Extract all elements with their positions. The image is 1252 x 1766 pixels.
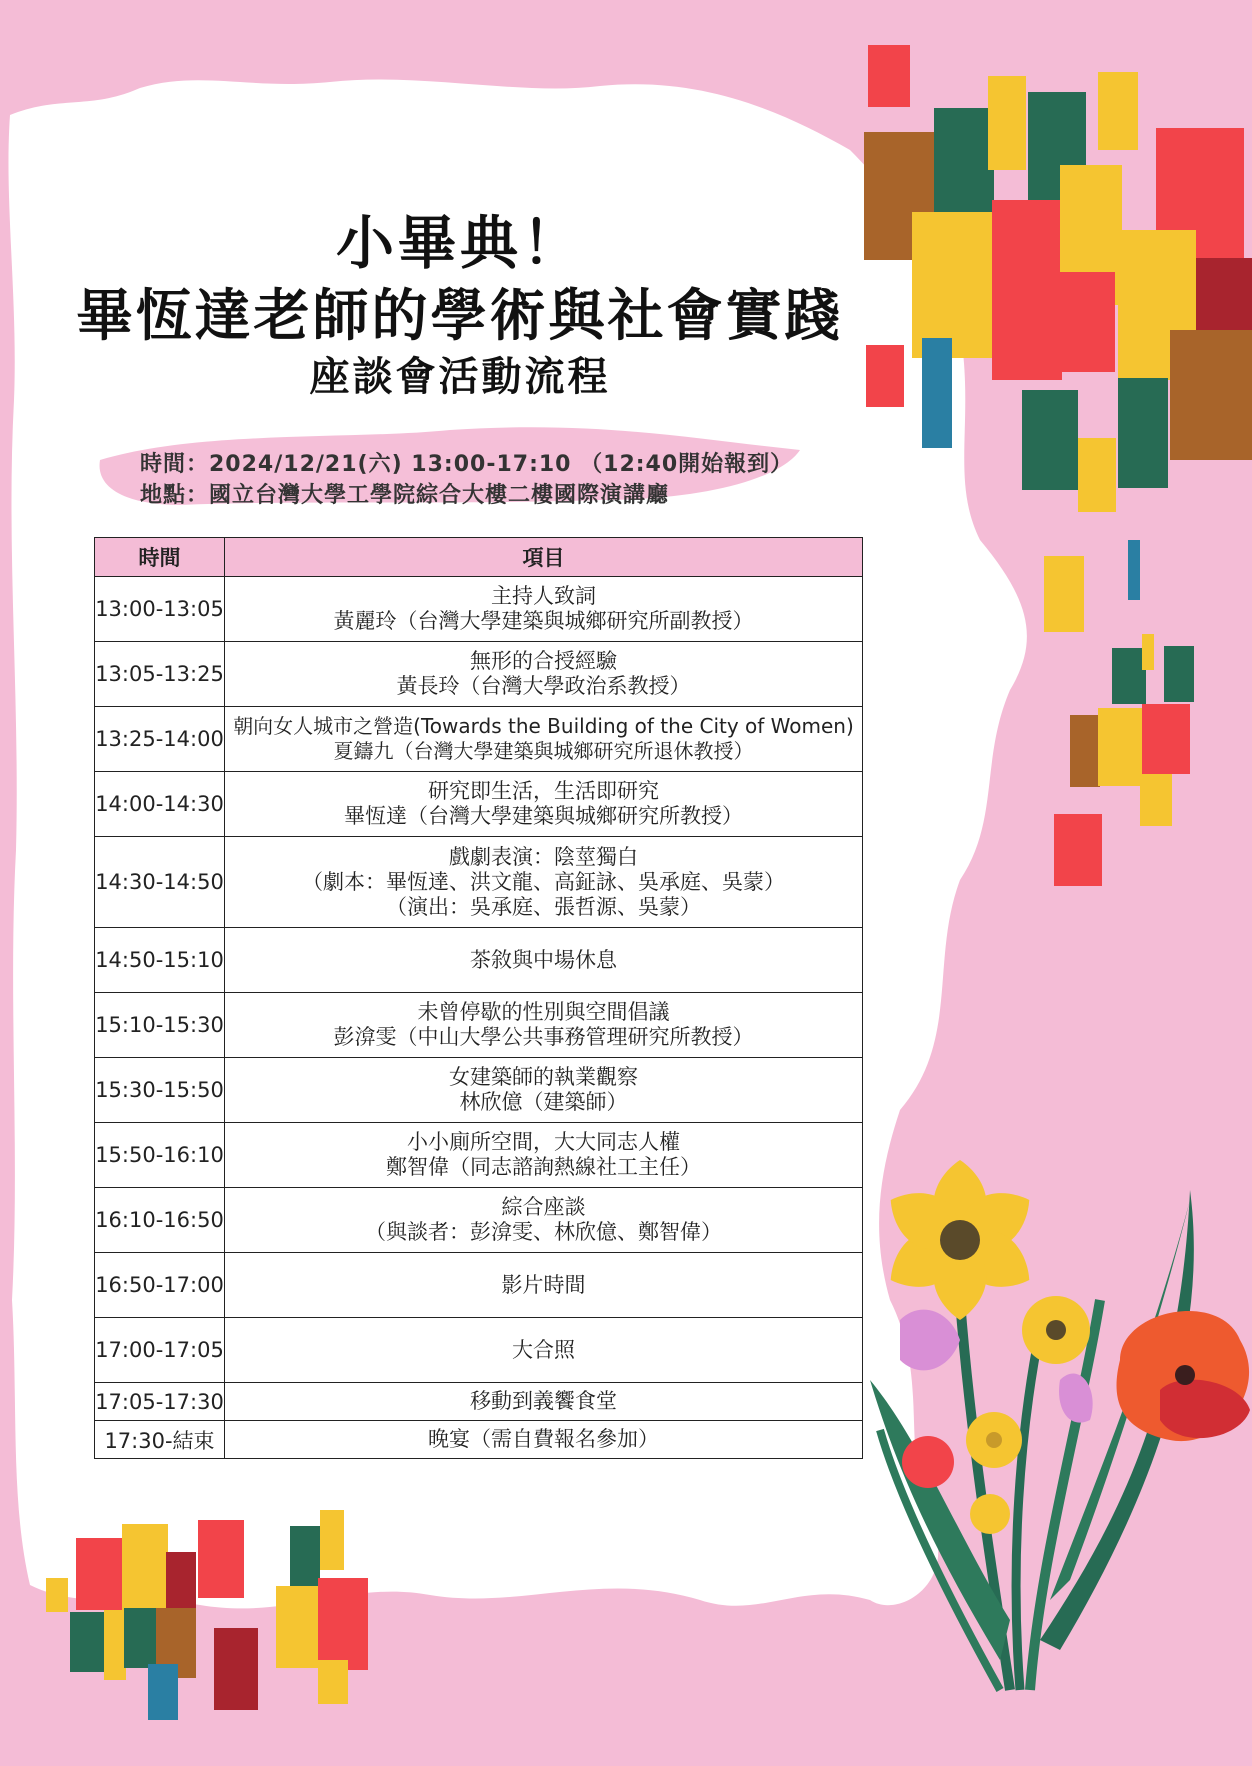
item-line: 黃長玲（台灣大學政治系教授） xyxy=(396,674,691,698)
row-item xyxy=(225,1253,863,1318)
item-line: （演出：吳承庭、張哲源、吳蒙） xyxy=(386,894,701,919)
item-line: （劇本：畢恆達、洪文龍、高鉦詠、吳承庭、吳蒙） xyxy=(302,869,785,894)
header-item: 項目 xyxy=(225,538,863,577)
row-time: 17:00-17:05 xyxy=(95,1318,225,1383)
item-line: 戲劇表演：陰莖獨白 xyxy=(449,844,638,869)
row-time: 13:00-13:05 xyxy=(95,577,225,642)
table-row xyxy=(95,928,863,993)
row-time: 13:05-13:25 xyxy=(95,642,225,707)
table-row xyxy=(95,837,863,928)
item-line: （與談者：彭渰雯、林欣億、鄭智偉） xyxy=(365,1220,722,1244)
item-line: 影片時間 xyxy=(501,1272,586,1297)
row-item xyxy=(225,1188,863,1253)
item-line: 綜合座談 xyxy=(501,1195,586,1219)
table-row xyxy=(95,1253,863,1318)
row-item xyxy=(225,1058,863,1123)
item-line: 女建築師的執業觀察 xyxy=(449,1065,638,1089)
row-time: 17:30-結束 xyxy=(95,1421,225,1459)
table-row xyxy=(95,707,863,772)
table-row xyxy=(95,1188,863,1253)
table-header-row xyxy=(95,538,863,577)
row-time: 14:30-14:50 xyxy=(95,837,225,928)
item-line: 無形的合授經驗 xyxy=(470,649,617,673)
row-item xyxy=(225,1383,863,1421)
table-row xyxy=(95,577,863,642)
row-time: 16:10-16:50 xyxy=(95,1188,225,1253)
row-time: 17:05-17:30 xyxy=(95,1383,225,1421)
item-line: 鄭智偉（同志諮詢熱線社工主任） xyxy=(386,1155,701,1179)
event-place: 地點：國立台灣大學工學院綜合大樓二樓國際演講廳 xyxy=(140,483,670,508)
item-line: 主持人致詞 xyxy=(491,584,596,608)
item-line: 朝向女人城市之營造(Towards the Building of the City of Women) xyxy=(233,714,854,738)
row-item xyxy=(225,1123,863,1188)
item-line: 林欣億（建築師） xyxy=(459,1090,628,1114)
table-row xyxy=(95,1318,863,1383)
title-line-1: 小畢典！ xyxy=(335,209,584,277)
item-line: 夏鑄九（台灣大學建築與城鄉研究所退休教授） xyxy=(333,739,754,763)
table-row xyxy=(95,1058,863,1123)
row-time: 13:25-14:00 xyxy=(95,707,225,772)
row-item xyxy=(225,772,863,837)
table-row xyxy=(95,642,863,707)
row-item xyxy=(225,837,863,928)
item-line: 畢恆達（台灣大學建築與城鄉研究所教授） xyxy=(344,804,743,828)
header-time: 時間 xyxy=(95,538,225,577)
row-time: 15:50-16:10 xyxy=(95,1123,225,1188)
row-time: 14:00-14:30 xyxy=(95,772,225,837)
item-line: 茶敘與中場休息 xyxy=(470,947,617,972)
item-line: 晚宴（需自費報名參加） xyxy=(428,1427,659,1451)
item-line: 小小廁所空間，大大同志人權 xyxy=(407,1130,680,1154)
item-line: 彭渰雯（中山大學公共事務管理研究所教授） xyxy=(333,1025,754,1049)
row-item xyxy=(225,1421,863,1459)
row-item xyxy=(225,1318,863,1383)
row-time: 15:30-15:50 xyxy=(95,1058,225,1123)
table-row xyxy=(95,1383,863,1421)
event-time: 時間：2024/12/21(六) 13:00-17:10 （12:40開始報到） xyxy=(140,452,794,477)
row-item xyxy=(225,993,863,1058)
table-row xyxy=(95,772,863,837)
item-line: 研究即生活，生活即研究 xyxy=(428,779,659,803)
item-line: 大合照 xyxy=(512,1337,575,1362)
row-time: 15:10-15:30 xyxy=(95,993,225,1058)
item-line: 黃麗玲（台灣大學建築與城鄉研究所副教授） xyxy=(333,609,754,633)
table-row xyxy=(95,1123,863,1188)
title-line-2: 畢恆達老師的學術與社會實踐 xyxy=(76,284,844,349)
row-time: 14:50-15:10 xyxy=(95,928,225,993)
title-line-3: 座談會活動流程 xyxy=(309,354,611,400)
schedule-table xyxy=(94,537,863,1459)
schedule-body xyxy=(95,577,863,1459)
row-item xyxy=(225,928,863,993)
table-row xyxy=(95,993,863,1058)
row-item xyxy=(225,707,863,772)
item-line: 移動到義饗食堂 xyxy=(470,1389,617,1413)
row-item xyxy=(225,642,863,707)
row-time: 16:50-17:00 xyxy=(95,1253,225,1318)
row-item xyxy=(225,577,863,642)
table-row xyxy=(95,1421,863,1459)
item-line: 未曾停歇的性別與空間倡議 xyxy=(417,1000,670,1024)
